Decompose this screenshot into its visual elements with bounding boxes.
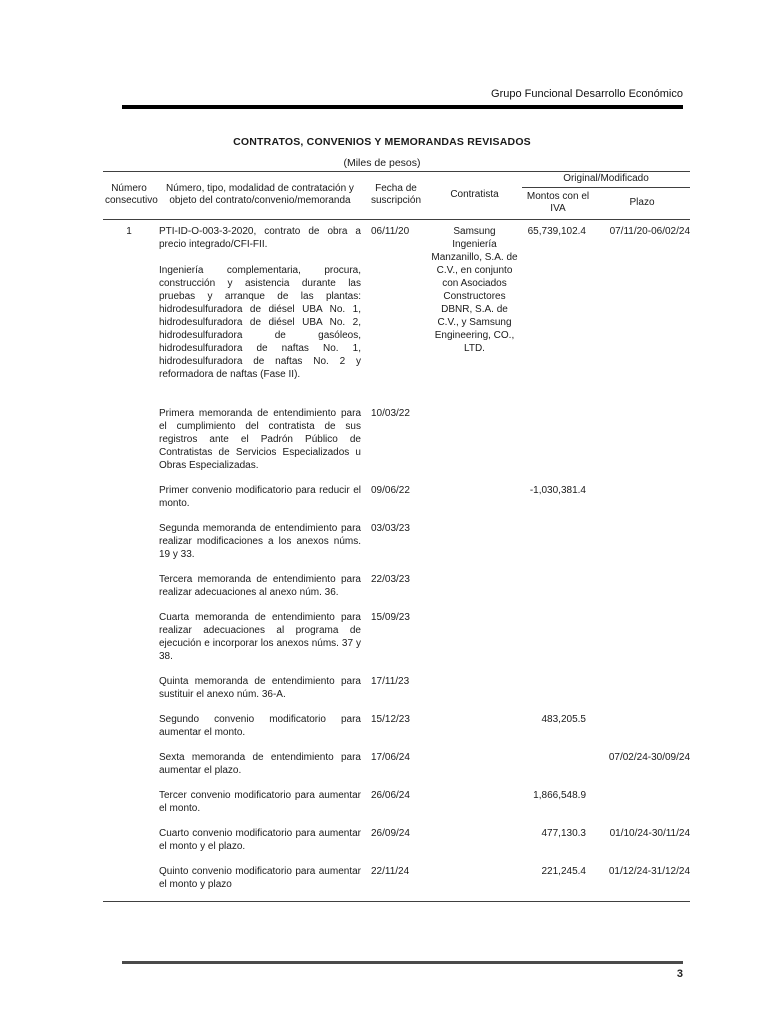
table-header [103,172,690,220]
document-title: CONTRATOS, CONVENIOS Y MEMORANDAS REVISADOS [233,136,531,148]
cell-contratista [427,853,522,902]
cell-objeto: Quinto convenio modificatorio para aumentar el monto y plazo [155,853,365,902]
cell-objeto: Segundo convenio modificatorio para aumentar el monto. [159,713,361,738]
cell-objeto: Sexta memoranda de entendimiento para aumentar el plazo. [159,751,361,776]
cell-fecha: 22/11/24 [365,853,427,902]
cell-fecha: 15/09/23 [371,611,410,623]
cell-numero [103,815,155,853]
objeto-paragraph: Ingeniería complementaria, procura, construcción y asistencia durante las pruebas y arranque de las plantas: hidrodesulfuradora de diésel UBA No. 1, hidrodesulfuradora de diésel UBA No. 2, hidrodesulfuradora de gasóleos, hidrodesulfuradora de naftas No. 1, hidrodesulfuradora de naftas No. 2 y reformadora de naftas (Fase II). [159,264,361,380]
cell-objeto: Segunda memoranda de entendimiento para realizar modificaciones a los anexos núms. 19 y 33. [159,522,361,560]
cell-fecha: 26/06/24 [371,789,410,801]
cell-fecha: 17/06/24 [371,751,410,763]
cell-monto [522,510,594,561]
table-row [103,510,690,561]
cell-numero: 1 [126,225,132,237]
cell-numero [103,739,155,777]
table-row [103,472,690,510]
cell-plazo: 07/11/20-06/02/24 [609,225,691,237]
cell-numero [103,663,155,701]
cell-monto: 483,205.5 [541,713,586,725]
cell-objeto: Quinta memoranda de entendimiento para sustituir el anexo núm. 36-A. [159,675,361,700]
header-rule [122,105,683,109]
cell-objeto: Primer convenio modificatorio para reducir el monto. [159,484,361,509]
table-row [103,381,690,472]
cell-numero [103,853,155,902]
table-row [103,739,690,777]
cell-plazo [594,472,690,510]
cell-plazo [594,777,690,815]
col-header-objeto: Número, tipo, modalidad de contratación y objeto del contrato/convenio/memoranda [155,172,365,220]
cell-contratista: Samsung Ingeniería Manzanillo, S.A. de C.V., en conjunto con Asociados Constructores DBNR, S.A. de C.V., y Samsung Engineering, CO., LTD. [431,225,518,354]
contracts-table [103,171,690,902]
cell-contratista [427,663,522,701]
col-header-fecha: Fecha de suscripción [365,172,427,220]
cell-contratista [427,815,522,853]
cell-fecha: 09/06/22 [371,484,410,496]
cell-contratista [427,381,522,472]
cell-plazo: 01/10/24-30/11/24 [609,827,691,839]
cell-contratista [427,561,522,599]
cell-monto [522,381,594,472]
cell-objeto: Tercer convenio modificatorio para aumentar el monto. [159,789,361,814]
col-header-contratista: Contratista [427,172,522,220]
col-header-numero: Número consecutivo [103,172,155,220]
cell-plazo: 01/12/24-31/12/24 [594,853,690,902]
footer-rule [122,961,683,964]
cell-objeto: Cuarto convenio modificatorio para aumentar el monto y el plazo. [159,827,361,852]
col-header-original-modificado: Original/Modificado [522,172,690,188]
cell-monto: -1,030,381.4 [529,484,586,496]
cell-fecha: 06/11/20 [371,225,410,237]
page-number: 3 [676,968,683,980]
cell-plazo: 07/02/24-30/09/24 [608,751,691,763]
cell-objeto: Primera memoranda de entendimiento para el cumplimiento del contratista de sus registros ante el Padrón Público de Contratistas de Servicios Especializados u Obras Especializadas. [159,407,361,471]
cell-fecha: 15/12/23 [371,713,410,725]
cell-monto [522,739,594,777]
cell-numero [103,381,155,472]
cell-contratista [427,510,522,561]
cell-plazo [594,701,690,739]
table-row [103,561,690,599]
cell-plazo [594,381,690,472]
cell-monto [522,663,594,701]
cell-fecha: 22/03/23 [371,573,410,585]
cell-fecha: 17/11/23 [371,675,410,687]
cell-objeto [155,219,365,381]
cell-monto: 221,245.4 [522,853,594,902]
cell-objeto: Tercera memoranda de entendimiento para realizar adecuaciones al anexo núm. 36. [159,573,361,598]
table-body [103,219,690,901]
table-row [103,777,690,815]
table-row [103,853,690,902]
document-subtitle: (Miles de pesos) [343,157,421,169]
cell-objeto: Cuarta memoranda de entendimiento para realizar adecuaciones al programa de ejecución e incorporar los anexos núms. 37 y 38. [159,611,361,662]
cell-numero [103,510,155,561]
col-header-plazo: Plazo [594,187,690,219]
cell-monto [522,599,594,663]
table-row [103,599,690,663]
cell-numero [103,561,155,599]
cell-fecha: 26/09/24 [371,827,410,839]
cell-numero [103,599,155,663]
table-row [103,663,690,701]
cell-contratista [427,701,522,739]
table-row-contract [103,219,690,381]
table-row [103,701,690,739]
cell-fecha: 03/03/23 [371,522,410,534]
cell-numero [103,777,155,815]
col-header-montos: Montos con el IVA [522,187,594,219]
objeto-paragraph: PTI-ID-O-003-3-2020, contrato de obra a precio integrado/CFI-FII. [159,225,361,250]
cell-plazo [594,561,690,599]
cell-fecha: 10/03/22 [371,407,410,419]
cell-monto: 65,739,102.4 [527,225,586,237]
cell-numero [103,701,155,739]
cell-numero [103,472,155,510]
cell-plazo [594,510,690,561]
table-row [103,815,690,853]
running-header: Grupo Funcional Desarrollo Económico [491,88,683,100]
cell-contratista [427,472,522,510]
cell-contratista [427,599,522,663]
cell-monto [522,561,594,599]
cell-contratista [427,777,522,815]
cell-contratista [427,739,522,777]
cell-plazo [594,663,690,701]
cell-plazo [594,599,690,663]
cell-monto: 1,866,548.9 [533,789,586,801]
cell-monto: 477,130.3 [541,827,586,839]
